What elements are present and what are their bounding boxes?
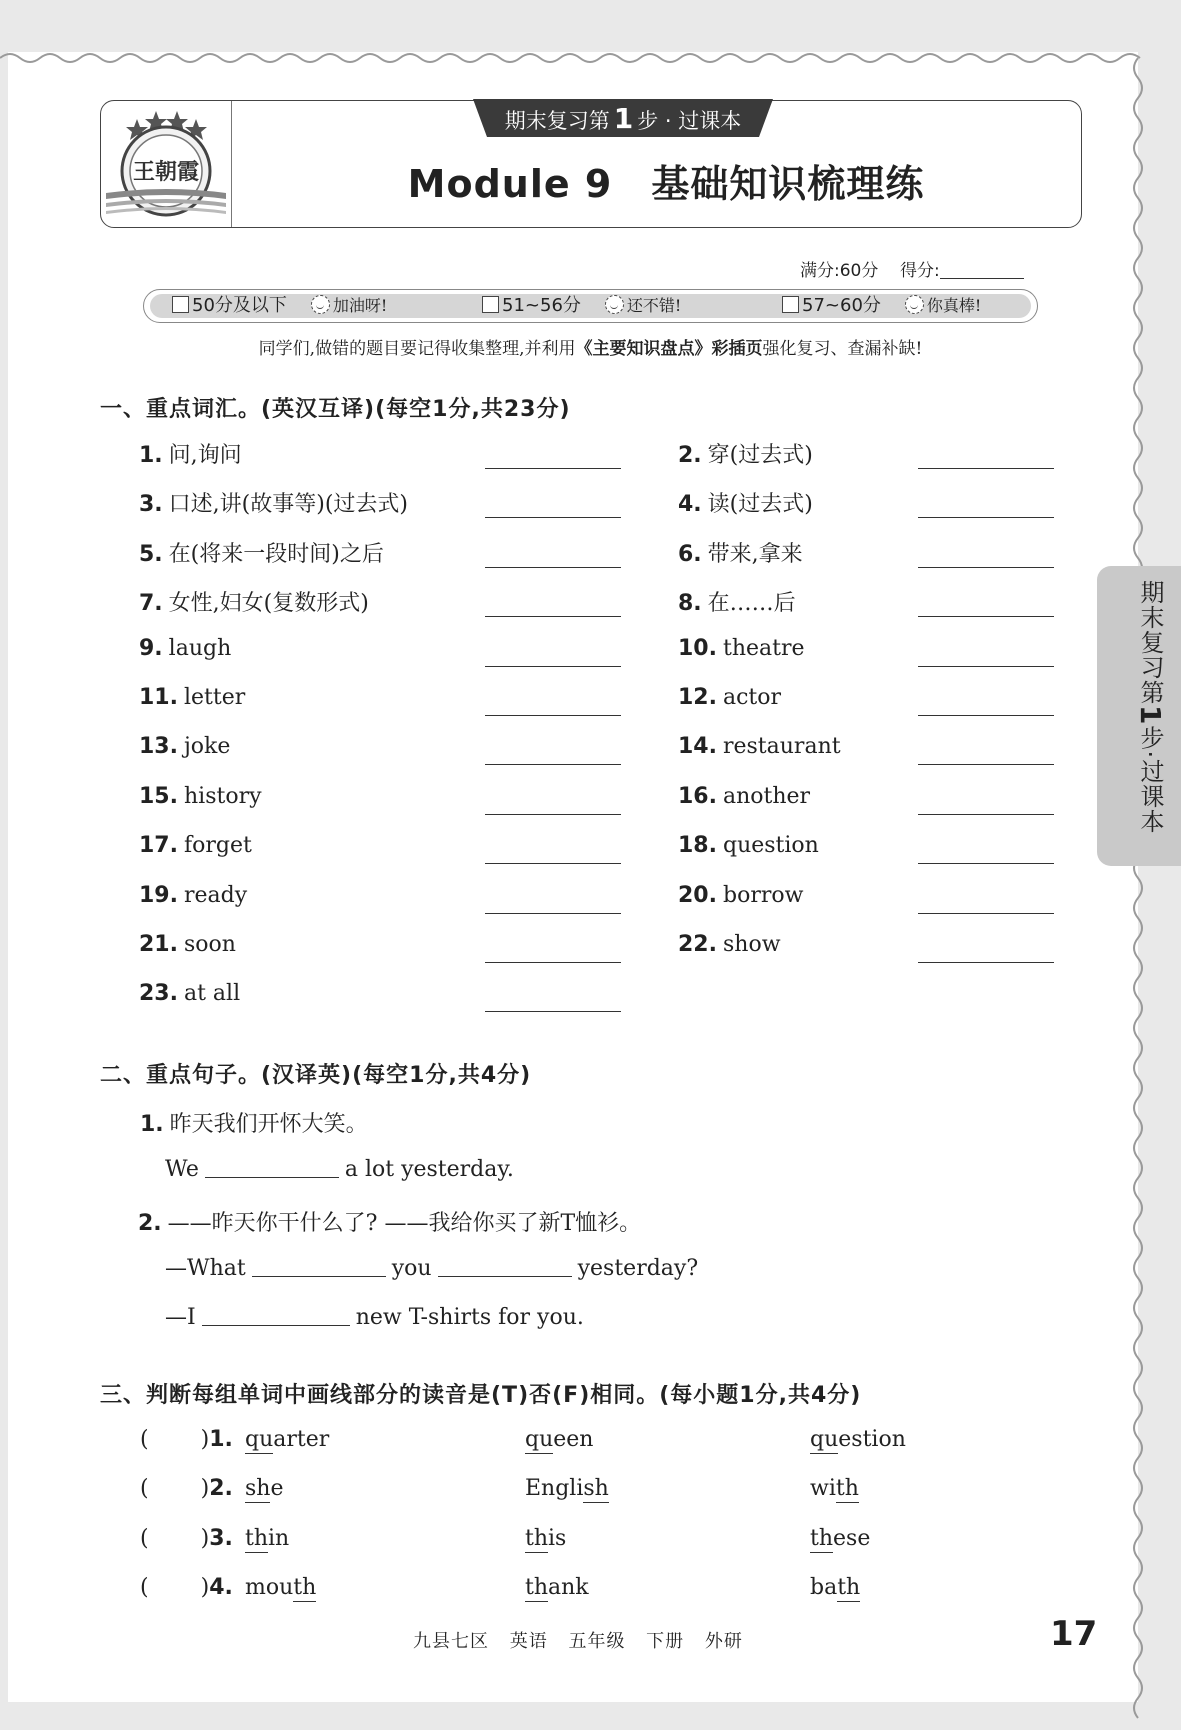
- answer-blank[interactable]: [918, 863, 1054, 864]
- side-tab-a: 期末复习第: [1136, 580, 1164, 705]
- sentence-1-en: We a lot yesterday.: [165, 1157, 514, 1182]
- underlined-letters: th: [293, 1574, 317, 1600]
- vocab-item: 19. ready: [139, 882, 248, 908]
- underlined-letters: th: [525, 1525, 549, 1551]
- step-prefix: 期末复习第: [504, 109, 610, 133]
- vocab-item: 13. joke: [139, 734, 231, 760]
- answer-blank[interactable]: [918, 616, 1054, 617]
- vocab-item: 10. theatre: [678, 635, 805, 661]
- sentence-2-line-1: —What you yesterday?: [165, 1256, 699, 1281]
- vocab-item: 21. soon: [139, 932, 236, 957]
- phonics-word-1: mouth: [245, 1574, 317, 1600]
- vocab-item: 6. 带来,拿来: [678, 541, 803, 567]
- answer-blank[interactable]: [485, 517, 621, 518]
- answer-blank[interactable]: [485, 962, 621, 963]
- section-3-title: 三、判断每组单词中画线部分的读音是(T)否(F)相同。(每小题1分,共4分): [100, 1383, 862, 1408]
- grade-item-3: 57~60分 你真棒!: [782, 294, 981, 318]
- score-label: 得分:: [899, 261, 940, 281]
- vocab-item: 12. actor: [678, 685, 782, 710]
- phonics-word-3: these: [810, 1525, 871, 1551]
- smiley-icon: [605, 295, 624, 314]
- phonics-word-1: thin: [245, 1525, 290, 1551]
- answer-blank[interactable]: [918, 468, 1054, 469]
- vocab-item: 4. 读(过去式): [678, 492, 813, 518]
- answer-blank[interactable]: [918, 715, 1054, 716]
- sentence-1-cn: 1. 昨天我们开怀大笑。: [140, 1112, 368, 1137]
- step-number: 1: [613, 102, 634, 135]
- phonics-word-3: question: [810, 1427, 906, 1452]
- underlined-letters: th: [245, 1525, 269, 1551]
- answer-blank[interactable]: [438, 1256, 572, 1277]
- phonics-word-1: quarter: [245, 1427, 330, 1452]
- answer-blank[interactable]: [485, 764, 621, 765]
- answer-blank[interactable]: [485, 1011, 621, 1012]
- phonics-word-1: she: [245, 1476, 284, 1502]
- underlined-letters: qu: [525, 1427, 554, 1452]
- grade-bar: [143, 289, 1038, 323]
- answer-blank[interactable]: [485, 666, 621, 667]
- tf-answer-bracket[interactable]: ( )3.: [140, 1525, 233, 1551]
- vocab-item: 23. at all: [139, 981, 241, 1007]
- answer-blank[interactable]: [485, 814, 621, 815]
- vocab-item: 1. 问,询问: [139, 443, 242, 468]
- header-box: [100, 100, 1082, 228]
- phonics-word-2: queen: [525, 1427, 594, 1452]
- underlined-letters: th: [837, 1574, 861, 1600]
- logo: [101, 101, 232, 227]
- page-title: Module 9 基础知识梳理练: [407, 162, 925, 206]
- step-banner: [473, 99, 773, 137]
- vocab-item: 15. history: [139, 783, 262, 809]
- step-suffix: 步 · 过课本: [637, 109, 742, 133]
- grade-item-2: 51~56分 还不错!: [482, 294, 681, 318]
- phonics-word-2: English: [525, 1476, 609, 1502]
- vocab-item: 22. show: [678, 932, 781, 957]
- vocab-item: 14. restaurant: [678, 734, 841, 760]
- section-1-title: 一、重点词汇。(英汉互译)(每空1分,共23分): [100, 397, 571, 422]
- grade-item-1: 50分及以下 加油呀!: [172, 294, 387, 318]
- page-number: 17: [1050, 1614, 1098, 1654]
- vocab-item: 8. 在……后: [678, 591, 796, 617]
- underlined-letters: sh: [245, 1476, 271, 1502]
- vocab-item: 5. 在(将来一段时间)之后: [139, 541, 384, 567]
- vocab-item: 9. laugh: [139, 635, 232, 661]
- answer-blank[interactable]: [485, 863, 621, 864]
- vocab-item: 18. question: [678, 833, 819, 859]
- phonics-word-2: thank: [525, 1574, 589, 1600]
- side-tab-c: 步·过课本: [1136, 725, 1164, 835]
- side-tab-b: 1: [1134, 705, 1167, 726]
- phonics-word-2: this: [525, 1525, 567, 1551]
- section-2-title: 二、重点句子。(汉译英)(每空1分,共4分): [100, 1063, 532, 1088]
- side-tab: [1097, 566, 1181, 866]
- smiley-icon: [905, 295, 924, 314]
- score-blank[interactable]: [940, 262, 1024, 279]
- answer-blank[interactable]: [918, 666, 1054, 667]
- underlined-letters: qu: [810, 1427, 839, 1452]
- underlined-letters: th: [835, 1476, 859, 1502]
- answer-blank[interactable]: [918, 814, 1054, 815]
- vocab-item: 3. 口述,讲(故事等)(过去式): [139, 492, 408, 518]
- answer-blank[interactable]: [485, 567, 621, 568]
- answer-blank[interactable]: [918, 517, 1054, 518]
- grade-checkbox-2[interactable]: [482, 296, 499, 313]
- underlined-letters: qu: [245, 1427, 274, 1452]
- tf-answer-bracket[interactable]: ( )1.: [140, 1427, 233, 1452]
- grade-checkbox-1[interactable]: [172, 296, 189, 313]
- answer-blank[interactable]: [918, 962, 1054, 963]
- vocab-item: 16. another: [678, 783, 811, 809]
- phonics-word-3: with: [810, 1476, 859, 1502]
- answer-blank[interactable]: [918, 764, 1054, 765]
- phonics-word-3: bath: [810, 1574, 861, 1600]
- vocab-item: 11. letter: [139, 685, 246, 710]
- notice-text: 同学们,做错的题目要记得收集整理,并利用《主要知识盘点》彩插页强化复习、查漏补缺!: [258, 339, 923, 359]
- answer-blank[interactable]: [205, 1157, 339, 1178]
- logo-text: 王朝霞: [132, 159, 200, 185]
- vocab-item: 20. borrow: [678, 882, 804, 908]
- vocab-item: 7. 女性,妇女(复数形式): [139, 591, 369, 617]
- answer-blank[interactable]: [202, 1305, 350, 1326]
- sentence-2-line-2: —I new T-shirts for you.: [165, 1305, 584, 1330]
- underlined-letters: th: [810, 1525, 834, 1551]
- answer-blank[interactable]: [252, 1256, 386, 1277]
- answer-blank[interactable]: [918, 567, 1054, 568]
- answer-blank[interactable]: [485, 715, 621, 716]
- full-score: 满分:60分: [800, 261, 879, 281]
- score-line: [800, 256, 1024, 281]
- tf-answer-bracket[interactable]: ( )2.: [140, 1476, 233, 1502]
- answer-blank[interactable]: [485, 468, 621, 469]
- vocab-item: 17. forget: [139, 833, 252, 859]
- footer-text: 九县七区 英语 五年级 下册 外研: [413, 1631, 743, 1652]
- answer-blank[interactable]: [485, 913, 621, 914]
- sentence-2-cn: 2. ——昨天你干什么了? ——我给你买了新T恤衫。: [138, 1211, 642, 1236]
- answer-blank[interactable]: [918, 913, 1054, 914]
- vocab-item: 2. 穿(过去式): [678, 443, 813, 468]
- grade-checkbox-3[interactable]: [782, 296, 799, 313]
- underlined-letters: sh: [583, 1476, 609, 1502]
- underlined-letters: th: [525, 1574, 549, 1600]
- tf-answer-bracket[interactable]: ( )4.: [140, 1574, 233, 1600]
- smiley-icon: [311, 295, 330, 314]
- answer-blank[interactable]: [485, 616, 621, 617]
